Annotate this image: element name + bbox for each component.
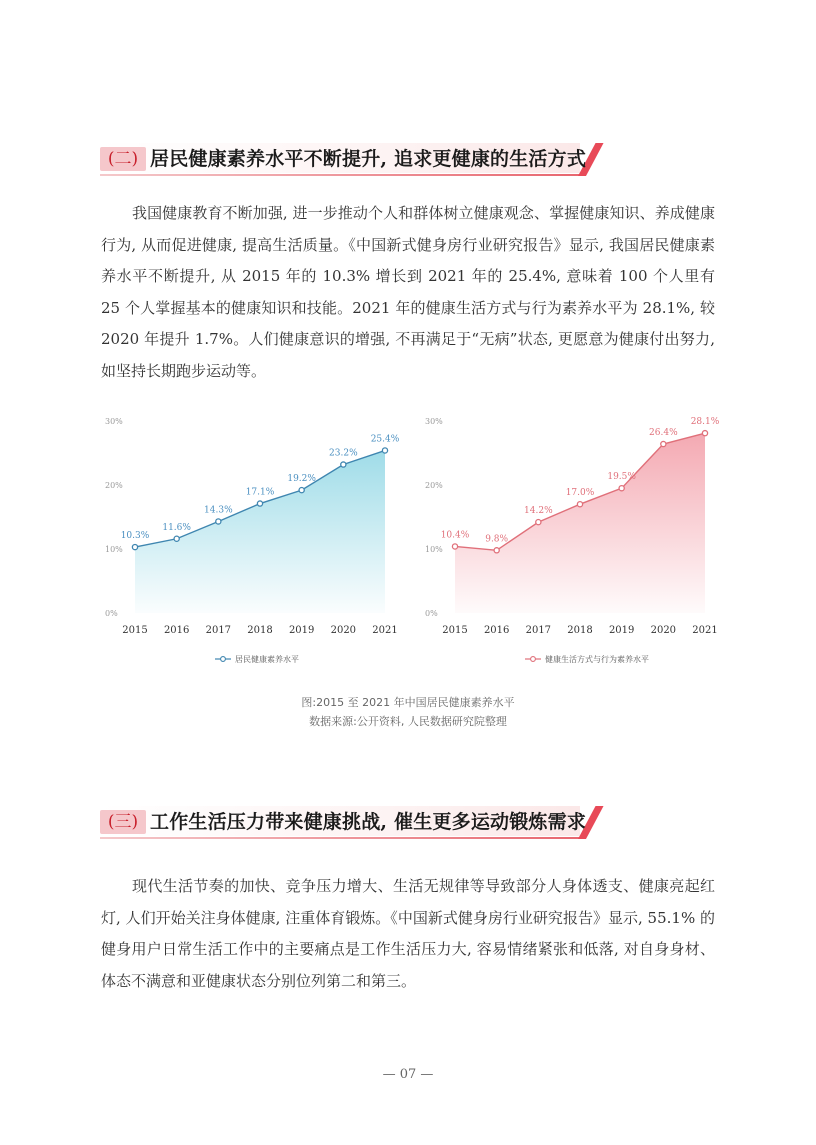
section-number: (二) (100, 147, 146, 171)
section-2-heading (100, 143, 590, 177)
legend-marker (531, 657, 536, 662)
y-tick-label: 30% (425, 417, 443, 426)
x-tick-label: 2015 (122, 625, 148, 636)
y-tick-label: 0% (425, 609, 438, 618)
page-number: — 07 — (382, 1067, 434, 1082)
x-tick-label: 2015 (442, 625, 468, 636)
figure-caption: 图:2015 至 2021 年中国居民健康素养水平 (301, 696, 515, 709)
data-point (257, 501, 262, 506)
x-tick-label: 2016 (483, 625, 510, 636)
y-tick-label: 0% (105, 609, 118, 618)
legend-label: 居民健康素养水平 (235, 655, 299, 664)
series-area (455, 433, 705, 613)
data-label: 28.1% (690, 417, 720, 428)
data-point (299, 488, 304, 493)
x-tick-label: 2017 (525, 625, 552, 636)
x-tick-label: 2020 (650, 625, 677, 636)
data-point (382, 448, 387, 453)
data-label: 19.2% (287, 474, 316, 485)
data-point (577, 502, 582, 507)
chart-health-literacy (95, 405, 415, 675)
section-title: 工作生活压力带来健康挑战, 催生更多运动锻炼需求 (150, 811, 587, 833)
x-tick-label: 2019 (608, 625, 635, 636)
x-tick-label: 2018 (247, 625, 273, 636)
heading-underline (100, 174, 586, 176)
figure-source: 数据来源:公开资料, 人民数据研究院整理 (309, 715, 507, 728)
section-title: 居民健康素养水平不断提升, 追求更健康的生活方式 (150, 148, 587, 170)
data-point (536, 520, 541, 525)
chart-health-literacy-svg (95, 405, 415, 675)
x-tick-label: 2019 (288, 625, 315, 636)
section-number: (三) (100, 810, 146, 834)
data-label: 23.2% (329, 448, 358, 459)
data-label: 10.3% (120, 531, 150, 542)
data-point (702, 431, 707, 436)
data-label: 14.2% (524, 506, 553, 517)
data-point (216, 519, 221, 524)
y-tick-label: 20% (425, 481, 443, 490)
y-tick-label: 10% (105, 545, 123, 554)
data-point (494, 548, 499, 553)
section-3-heading (100, 806, 590, 840)
y-tick-label: 20% (105, 481, 123, 490)
data-point (174, 536, 179, 541)
y-tick-label: 10% (425, 545, 443, 554)
heading-underline (100, 837, 586, 839)
data-point (661, 441, 666, 446)
chart-lifestyle-literacy-svg (415, 405, 735, 675)
y-tick-label: 30% (105, 417, 123, 426)
legend-label: 健康生活方式与行为素养水平 (545, 655, 649, 664)
data-label: 11.6% (162, 522, 191, 533)
data-point (132, 544, 137, 549)
data-point (619, 486, 624, 491)
chart-lifestyle-literacy (415, 405, 735, 675)
section-3-paragraph: 现代生活节奏的加快、竞争压力增大、生活无规律等导致部分人身体透支、健康亮起红灯, 人们开始关注身体健康, 注重体育锻炼。《中国新式健身房行业研究报告》显示, 55.1% 的健身用户日常生活工作中的主要痛点是工作生活压力大, 容易情绪紧张和低落, 对自身身材、体态不满意和亚健康状态分别位列第二和第三。 (101, 877, 715, 990)
data-point (341, 462, 346, 467)
data-label: 26.4% (649, 428, 678, 439)
section-2-paragraph: 我国健康教育不断加强, 进一步推动个人和群体树立健康观念、掌握健康知识、养成健康行为, 从而促进健康, 提高生活质量。《中国新式健身房行业研究报告》显示, 我国居民健康素养水平不断提升, 从 2015 年的 10.3% 增长到 2021 年的 25.4%, 意味着 100 个人里有 25 个人掌握基本的健康知识和技能。2021 年的健康生活方式与行为素养水平为 28.1%, 较 2020 年提升 1.7%。人们健康意识的增强, 不再满足于“无病”状态, 更愿意为健康付出努力, 如坚持长期跑步运动等。 (101, 204, 715, 380)
x-tick-label: 2021 (372, 625, 398, 636)
data-point (452, 544, 457, 549)
data-label: 10.4% (440, 530, 470, 541)
x-tick-label: 2021 (692, 625, 718, 636)
data-label: 17.0% (565, 488, 595, 499)
data-label: 17.1% (245, 487, 275, 498)
x-tick-label: 2018 (567, 625, 593, 636)
data-label: 14.3% (204, 505, 233, 516)
legend-marker (221, 657, 226, 662)
x-tick-label: 2016 (163, 625, 190, 636)
x-tick-label: 2020 (330, 625, 357, 636)
data-label: 25.4% (370, 434, 400, 445)
data-label: 9.8% (485, 534, 509, 545)
data-label: 19.5% (607, 472, 636, 483)
x-tick-label: 2017 (205, 625, 232, 636)
